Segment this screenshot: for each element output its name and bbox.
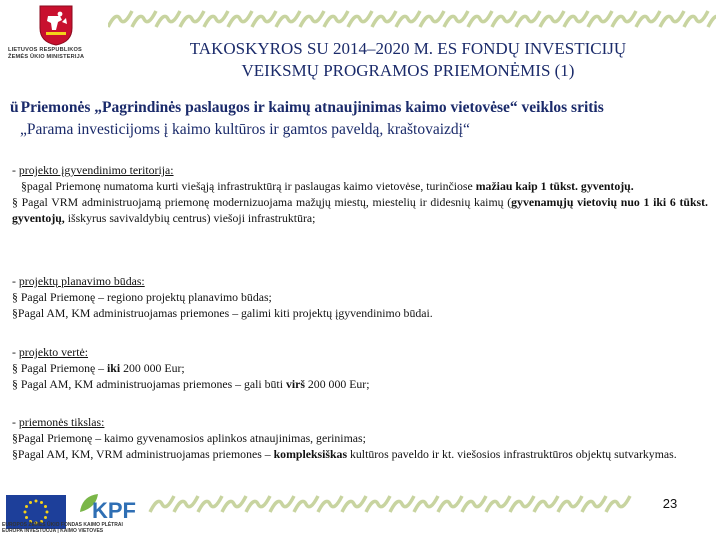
bullet-text: Pagal Priemonę – regiono projektų planavimo būdas;: [17, 290, 272, 304]
ornament-swirl: [252, 11, 276, 27]
ornament-swirl: [348, 11, 372, 27]
ornament-swirl: [582, 496, 606, 512]
bullet-icon: §: [12, 447, 18, 461]
coat-of-arms-icon: [38, 4, 74, 46]
measure-subtitle: [10, 97, 710, 141]
ornament-swirl: [132, 11, 156, 27]
bullet-item: [12, 430, 708, 446]
bullet-emphasis: kompleksiškas: [273, 447, 348, 461]
bullet-text: kultūros paveldo ir kt. viešosios infrastruktūros objektų sutvarkymas.: [347, 447, 677, 461]
section-dash: -: [12, 345, 16, 359]
section-dash: -: [12, 274, 16, 288]
eu-star-icon: [25, 505, 28, 508]
eu-star-icon: [46, 511, 49, 514]
ministry-caption-line: ŽEMĖS ŪKIO MINISTERIJA: [8, 54, 85, 60]
ornament-swirl: [366, 496, 390, 512]
section-planning: [12, 273, 708, 321]
ornament-swirl: [588, 11, 612, 27]
bullet-text: Pagal AM, KM administruojamas priemones – gali būti: [17, 377, 286, 391]
eu-star-icon: [29, 501, 32, 504]
kpf-logo-text: KPF: [92, 498, 136, 523]
bullet-text: Pagal AM, KM administruojamas priemones – galimi kiti projektų įgyvendinimo būdai.: [17, 306, 433, 320]
section-dash: -: [12, 163, 16, 177]
ornament-swirl: [294, 496, 318, 512]
ministry-logo: [8, 4, 128, 70]
bullet-icon: §: [12, 361, 18, 375]
ornament-swirl: [420, 11, 444, 27]
kpf-logo: [76, 490, 140, 524]
eu-star-icon: [40, 501, 43, 504]
ornament-swirl: [342, 496, 366, 512]
bullet-item: [12, 289, 708, 305]
bullet-item: [12, 194, 708, 226]
bullet-icon: §: [12, 306, 18, 320]
bullet-emphasis: gyvenamųjų vietovių nuo 1 iki 6 tūkst. gyventojų,: [12, 195, 708, 225]
slide-title-line: VEIKSMŲ PROGRAMOS PRIEMONĖMIS (1): [241, 61, 575, 80]
ornament-swirl: [228, 11, 252, 27]
bullet-item: [12, 305, 708, 321]
bullet-text: Pagal VRM administruojamą priemonę modernizuojama mažųjų miestų, miestelių ir didesnių kaimų (: [17, 195, 512, 209]
ornament-swirl: [246, 496, 270, 512]
section-territory: [12, 162, 708, 226]
section-dash: -: [12, 415, 16, 429]
eu-star-icon: [44, 516, 47, 519]
bullet-text: 200 000 Eur;: [304, 377, 370, 391]
ornament-swirl: [318, 496, 342, 512]
ornament-swirl: [558, 496, 582, 512]
ornament-swirl: [438, 496, 462, 512]
bullet-item: [12, 376, 708, 392]
bullet-item: [12, 446, 708, 462]
ornament-swirl: [510, 496, 534, 512]
subtitle-line: „Parama investicijoms į kaimo kultūros ir gamtos paveldą, kraštovaizdį“: [20, 121, 470, 138]
ornament-swirl: [444, 11, 468, 27]
ornament-swirl: [564, 11, 588, 27]
eu-star-icon: [25, 516, 28, 519]
bullet-icon: §: [12, 377, 18, 391]
bullet-icon: §: [12, 431, 18, 445]
bullet-icon: §: [21, 179, 27, 193]
section-heading: projekto vertė:: [18, 345, 89, 359]
ornament-swirl: [636, 11, 660, 27]
ornament-swirl: [462, 496, 486, 512]
bullet-emphasis: iki: [107, 361, 121, 375]
bullet-text: Pagal Priemonę –: [17, 361, 108, 375]
ornament-swirl: [516, 11, 540, 27]
eu-star-icon: [35, 500, 38, 503]
ornament-swirl: [486, 496, 510, 512]
eu-star-icon: [24, 511, 27, 514]
bullet-text: Pagal AM, KM, VRM administruojamas priemones –: [17, 447, 274, 461]
ministry-caption-line: LIETUVOS RESPUBLIKOS: [8, 47, 82, 53]
bullet-text: pagal Priemonę numatoma kurti viešąją infrastruktūrą ir paslaugas kaimo vietovėse, turinčiose: [26, 179, 476, 193]
ornament-swirl: [222, 496, 246, 512]
ornament-swirl: [276, 11, 300, 27]
ornament-swirl: [324, 11, 348, 27]
kpf-caption-line: EUROPOS ŽEMĖS ŪKIO FONDAS KAIMO PLĖTRAI: [2, 522, 123, 528]
bullet-emphasis: mažiau kaip 1 tūkst. gyventojų.: [475, 179, 634, 193]
section-heading: projektų planavimo būdas:: [18, 274, 145, 288]
ministry-caption: [8, 47, 132, 61]
ornament-swirl: [372, 11, 396, 27]
ornament-swirl: [492, 11, 516, 27]
page-number: 23: [662, 496, 678, 511]
bullet-text: Pagal Priemonę – kaimo gyvenamosios aplinkos atnaujinimas, gerinimas;: [17, 431, 366, 445]
bullet-emphasis: virš: [285, 377, 305, 391]
eu-star-icon: [44, 505, 47, 508]
section-heading: projekto įgyvendinimo teritorija:: [18, 163, 174, 177]
ornament-swirl: [534, 496, 558, 512]
check-icon: ü: [10, 99, 19, 116]
section-value: [12, 344, 708, 392]
ornament-swirl: [390, 496, 414, 512]
section-heading: priemonės tikslas:: [18, 415, 105, 429]
ornament-swirl: [300, 11, 324, 27]
kpf-caption: [2, 522, 152, 534]
header-decorative-band: [108, 8, 716, 30]
slide-title: [118, 38, 698, 82]
ornament-swirl: [606, 496, 630, 512]
ornament-swirl: [204, 11, 228, 27]
ornament-swirl: [708, 11, 716, 27]
bullet-icon: §: [12, 290, 18, 304]
ornament-swirl: [660, 11, 684, 27]
ornament-swirl: [540, 11, 564, 27]
ornament-swirl: [198, 496, 222, 512]
ornament-swirl: [468, 11, 492, 27]
bullet-item: [12, 360, 708, 376]
bullet-icon: §: [12, 195, 18, 209]
bullet-item: [12, 178, 708, 194]
ornament-swirl: [270, 496, 294, 512]
slide-title-line: TAKOSKYROS SU 2014–2020 M. ES FONDŲ INVESTICIJŲ: [189, 39, 627, 58]
ornament-swirl: [396, 11, 420, 27]
bullet-text: išskyrus savivaldybių centrus) viešoji infrastruktūra;: [64, 211, 316, 225]
bullet-text: 200 000 Eur;: [120, 361, 185, 375]
ornament-swirl: [180, 11, 204, 27]
ornament-swirl: [156, 11, 180, 27]
ornament-swirl: [174, 496, 198, 512]
section-goal: [12, 414, 708, 462]
subtitle-line: Priemonės „Pagrindinės paslaugos ir kaimų atnaujinimas kaimo vietovėse“ veiklos sritis: [20, 99, 604, 116]
ornament-swirl: [612, 11, 636, 27]
ornament-swirl: [684, 11, 708, 27]
kpf-caption-line: EUROPA INVESTUOJA | KAIMO VIETOVES: [2, 528, 104, 534]
ornament-swirl: [150, 496, 174, 512]
ornament-swirl: [414, 496, 438, 512]
